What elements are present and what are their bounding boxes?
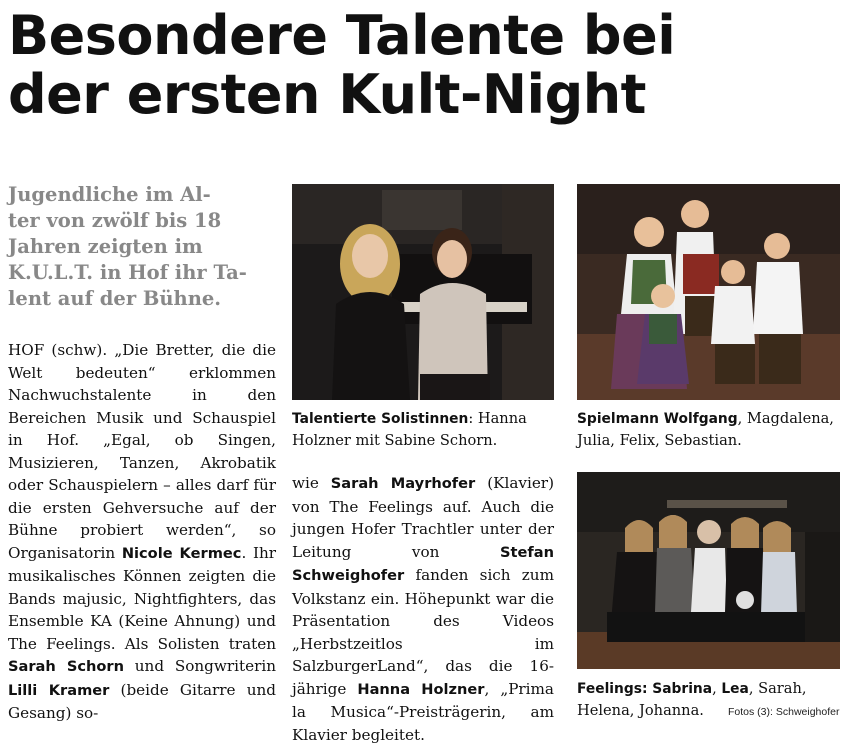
person-name: Sarah Mayrhofer [330,475,476,492]
body-text-run: HOF (schw). „Die Bretter, die die Welt bedeuten“ erklommen Nachwuchstalente in den Bereichen Musik und Schauspiel in Hof. „Egal, ob Singen, Musizieren, Tanzen, Akrobatik oder Schauspielern – alles darf für die ersten Gehversuche auf der Bühne probiert werden“, so Organisatorin [8,341,276,562]
body-text-run: wie [292,474,331,492]
photo-credit: Fotos (3): Schweighofer [728,706,840,718]
caption-text: , Magdalena, Julia, Felix, Sebastian. [577,410,834,449]
caption-text: : Hanna Holzner mit Sabine Schorn. [292,410,527,449]
photo-spielmann [577,184,840,400]
person-name: Stefan Schweighofer [292,543,554,584]
body-text-run: . Ihr musikalisches Können zeigten die Bands majusic, Nightfighters, das Ensemble KA (Keine Ahnung) und The Feelings. Als Solisten traten [8,543,277,653]
body-text-run: und Songwriterin [124,657,276,675]
caption-text: , [712,680,722,697]
lead-line: Jahren zeigten im [8,235,203,258]
body-text-run: fanden sich zum Volkstanz ein. Höhepunkt war die Präsentation des Videos „Herbstzeitlos im SalzburgerLand“, das die 16-jährige [292,566,554,698]
lead-line: Jugendliche im Al- [8,183,211,206]
person-name: Lilli Kramer [8,681,110,699]
lead-line: ter von zwölf bis 18 [8,209,222,232]
caption-bold: Feelings: Sabrina [577,681,713,697]
caption-bold: Talentierte Solistinnen [292,411,469,427]
body-column-1 [8,339,276,725]
caption-spielmann [577,408,845,451]
caption-bold: Spielmann Wolfgang [577,411,738,427]
caption-bold: Lea [721,681,749,697]
headline-line-2: der ersten Kult-Night [8,63,646,126]
body-text [292,472,554,746]
caption-text: , Sarah, Helena, Johanna. [577,680,807,719]
body-text-run: (Klavier) von The Feelings auf. Auch die jungen Hofer Trachtler unter der Leitung von [292,474,554,561]
body-text-run: , „Prima la Musica“-Preisträgerin, am Klavier begleitet. [292,679,554,744]
lead-line: lent auf der Bühne. [8,287,222,310]
body-column-2 [292,472,554,746]
photo-solistinnen [292,184,554,400]
headline [8,6,853,124]
headline-line-1: Besondere Talente bei [8,4,676,67]
lead-line: K.U.L.T. in Hof ihr Ta- [8,261,247,284]
photo-feelings [577,472,840,669]
caption-solistinnen [292,408,557,451]
body-text-run: (beide Gitarre und Gesang) so- [8,680,276,722]
body-text [8,339,276,725]
person-name: Hanna Holzner [357,680,485,698]
person-name: Sarah Schorn [8,658,124,675]
lead-paragraph [8,182,278,312]
person-name: Nicole Kermec [121,544,242,562]
